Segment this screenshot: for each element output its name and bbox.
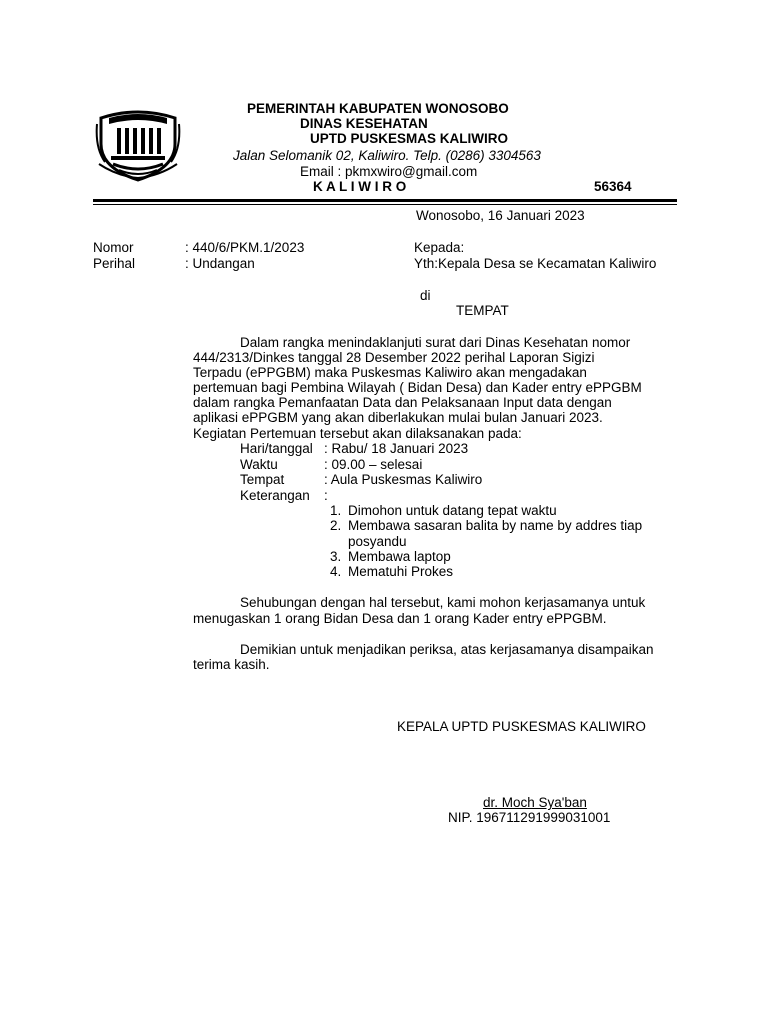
body-line: terima kasih. <box>193 657 270 672</box>
detail-label-date: Hari/tanggal <box>240 441 313 456</box>
letterhead-unit: UPTD PUSKESMAS KALIWIRO <box>310 131 509 146</box>
detail-label-notes: Keterangan <box>240 488 310 503</box>
letter-date: Wonosobo, 16 Januari 2023 <box>416 208 585 223</box>
nomor-value: : 440/6/PKM.1/2023 <box>185 240 305 255</box>
recipient-yth: Yth:Kepala Desa se Kecamatan Kaliwiro <box>414 256 657 271</box>
signatory-title: KEPALA UPTD PUSKESMAS KALIWIRO <box>397 719 646 734</box>
header-divider <box>93 199 677 202</box>
body-line: pertemuan bagi Pembina Wilayah ( Bidan Desa) dan Kader entry ePPGBM <box>193 380 642 395</box>
regency-emblem-icon <box>95 104 181 182</box>
note-text: Membawa sasaran balita by name by addres tiap <box>348 518 643 533</box>
recipient-tempat: TEMPAT <box>456 303 509 318</box>
note-text: Membawa laptop <box>348 549 451 564</box>
header-divider-thin <box>93 204 677 205</box>
body-line: Sehubungan dengan hal tersebut, kami mohon kerjasamanya untuk <box>240 595 646 610</box>
note-text: Mematuhi Prokes <box>348 564 454 579</box>
body-line: menugaskan 1 orang Bidan Desa dan 1 orang Kader entry ePPGBM. <box>193 611 607 626</box>
detail-value-time: : 09.00 – selesai <box>324 457 423 472</box>
perihal-label: Perihal <box>93 256 136 271</box>
letterhead-city: K A L I W I R O <box>313 179 407 194</box>
detail-label-time: Waktu <box>240 457 278 472</box>
note-number: 2. <box>330 518 342 533</box>
note-number: 4. <box>330 564 342 579</box>
letterhead-email: Email : pkmxwiro@gmail.com <box>300 164 478 179</box>
perihal-value: : Undangan <box>185 256 255 271</box>
letterhead-government: PEMERINTAH KABUPATEN WONOSOBO <box>247 101 509 116</box>
letterhead-address: Jalan Selomanik 02, Kaliwiro. Telp. (0286) 3304563 <box>233 148 541 163</box>
note-text: posyandu <box>348 534 407 549</box>
note-number: 3. <box>330 549 342 564</box>
detail-value-place: : Aula Puskesmas Kaliwiro <box>324 472 483 487</box>
body-line: aplikasi ePPGBM yang akan diberlakukan mulai bulan Januari 2023. <box>193 410 603 425</box>
detail-label-place: Tempat <box>240 472 285 487</box>
signatory-nip: NIP. 196711291999031001 <box>448 810 611 825</box>
body-line: Kegiatan Pertemuan tersebut akan dilaksanakan pada: <box>193 426 522 441</box>
body-line: 444/2313/Dinkes tanggal 28 Desember 2022 perihal Laporan Sigizi <box>193 350 595 365</box>
body-line: Terpadu (ePPGBM) maka Puskesmas Kaliwiro akan mengadakan <box>193 365 587 380</box>
letterhead-postcode: 56364 <box>594 179 632 194</box>
body-line: Demikian untuk menjadikan periksa, atas kerjasamanya disampaikan <box>240 642 654 657</box>
detail-value-date: : Rabu/ 18 Januari 2023 <box>324 441 469 456</box>
recipient-kepada: Kepada: <box>414 240 465 255</box>
detail-value-notes: : <box>324 488 328 503</box>
letterhead-agency: DINAS KESEHATAN <box>300 116 428 131</box>
body-line: dalam rangka Pemanfaatan Data dan Pelaksanaan Input data dengan <box>193 395 612 410</box>
note-number: 1. <box>330 503 342 518</box>
body-line: Dalam rangka menindaklanjuti surat dari Dinas Kesehatan nomor <box>240 335 631 350</box>
nomor-label: Nomor <box>93 240 134 255</box>
signatory-name: dr. Moch Sya'ban <box>483 795 587 810</box>
note-text: Dimohon untuk datang tepat waktu <box>348 503 557 518</box>
recipient-di: di <box>420 288 431 303</box>
